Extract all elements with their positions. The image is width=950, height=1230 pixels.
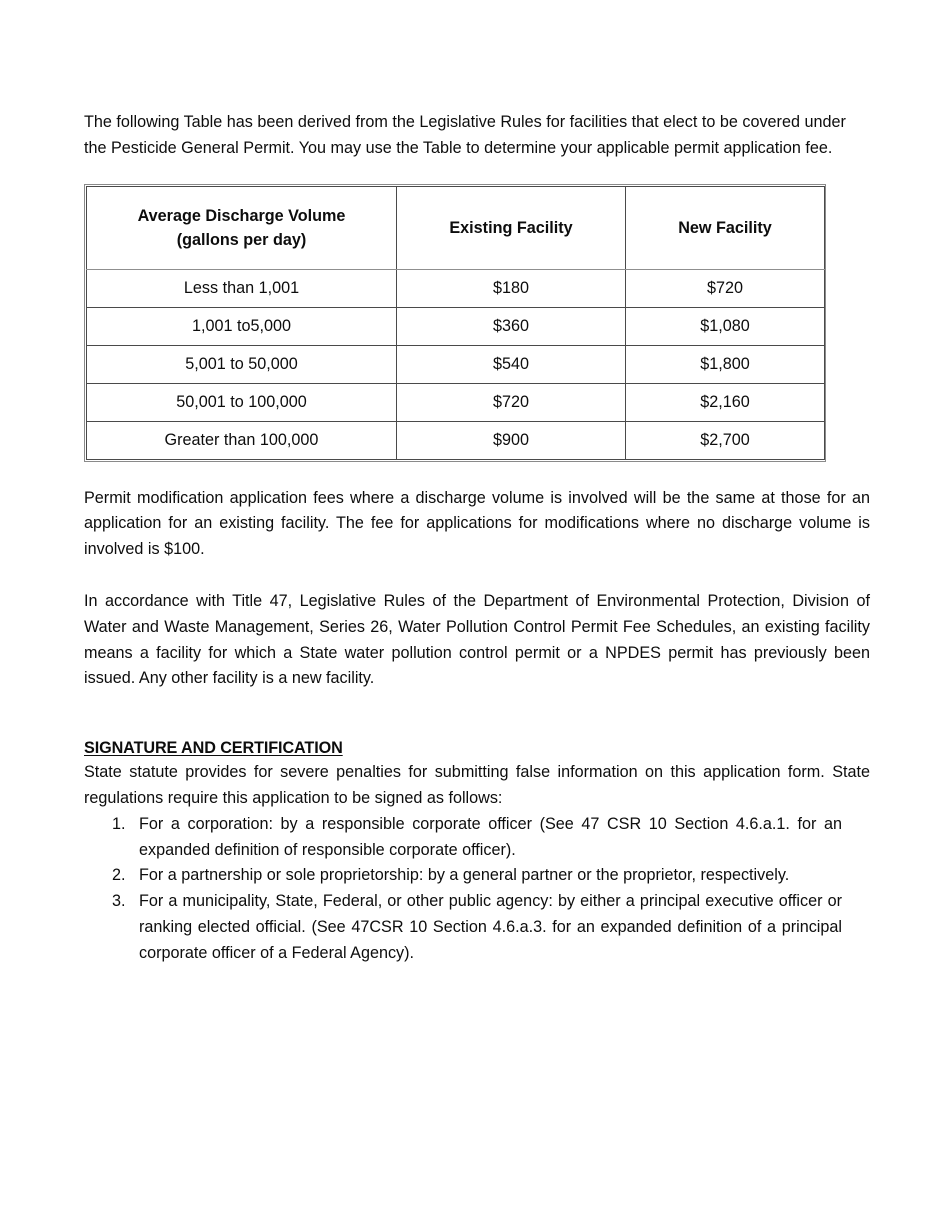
document-content (84, 110, 870, 967)
intro-paragraph: The following Table has been derived from the Legislative Rules for facilities that elect to be covered under the Pesticide General Permit. You may use the Table to determine your applicable permit application fee. (84, 113, 846, 157)
list-item-number: 1. (112, 814, 126, 833)
header-volume-line1: Average Discharge Volume (137, 206, 346, 225)
list-item-text: For a municipality, State, Federal, or other public agency: by either a principal executive officer or ranking elected official. (See 47CSR 10 Section 4.6.a.3. for an expanded definition of a principal corporate officer of a Federal Agency). (139, 892, 842, 962)
header-average-discharge-volume (87, 186, 397, 269)
spacer-before-table (84, 162, 870, 184)
spacer-after-table (84, 462, 870, 486)
cell-volume: 50,001 to 100,000 (87, 383, 397, 421)
fee-table-container (84, 184, 826, 462)
list-item (84, 812, 842, 864)
list-item-number: 2. (112, 866, 126, 885)
fee-table-header-row (87, 186, 825, 269)
cell-new-fee: $2,700 (626, 421, 825, 459)
header-volume-line2: (gallons per day) (176, 230, 307, 249)
table-row (87, 345, 825, 383)
list-item (84, 863, 842, 889)
cell-new-fee: $1,080 (626, 307, 825, 345)
table-row (87, 383, 825, 421)
cell-existing-fee: $540 (397, 345, 626, 383)
cell-volume: 5,001 to 50,000 (87, 345, 397, 383)
cell-existing-fee: $720 (397, 383, 626, 421)
list-item-number: 3. (112, 892, 126, 911)
header-new-facility: New Facility (626, 186, 825, 269)
list-item-text: For a partnership or sole proprietorship: by a general partner or the proprietor, respectively. (139, 866, 790, 885)
cell-existing-fee: $360 (397, 307, 626, 345)
fee-table-body (87, 269, 825, 459)
table-row (87, 421, 825, 459)
modification-fee-paragraph: Permit modification application fees where a discharge volume is involved will be the same at those for an application for an existing facility. The fee for applications for modifications where no discharge volume is involved is $100. (84, 488, 870, 559)
cell-new-fee: $720 (626, 269, 825, 307)
table-row (87, 307, 825, 345)
cell-volume: Less than 1,001 (87, 269, 397, 307)
signature-section (84, 736, 870, 966)
list-item-text: For a corporation: by a responsible corporate officer (See 47 CSR 10 Section 4.6.a.1. for an expanded definition of responsible corporate officer). (139, 814, 842, 859)
cell-new-fee: $2,160 (626, 383, 825, 421)
signature-section-heading: SIGNATURE AND CERTIFICATION (84, 739, 343, 758)
signature-requirements-list (84, 812, 870, 967)
fee-table-head (87, 186, 825, 269)
list-item (84, 889, 842, 966)
signature-intro-paragraph: State statute provides for severe penalties for submitting false information on this application form. State regulations require this application to be signed as follows: (84, 763, 870, 807)
cell-existing-fee: $180 (397, 269, 626, 307)
cell-volume: Greater than 100,000 (87, 421, 397, 459)
spacer-between-paragraphs (84, 563, 870, 589)
cell-existing-fee: $900 (397, 421, 626, 459)
cell-new-fee: $1,800 (626, 345, 825, 383)
permit-fee-table (86, 186, 825, 460)
spacer-before-signature (84, 692, 870, 736)
cell-volume: 1,001 to5,000 (87, 307, 397, 345)
accordance-paragraph: In accordance with Title 47, Legislative Rules of the Department of Environmental Protection, Division of Water and Waste Management, Series 26, Water Pollution Control Permit Fee Schedules, an existing facility means a facility for which a State water pollution control permit or a NPDES permit has previously been issued. Any other facility is a new facility. (84, 591, 870, 688)
table-row (87, 269, 825, 307)
header-existing-facility: Existing Facility (397, 186, 626, 269)
